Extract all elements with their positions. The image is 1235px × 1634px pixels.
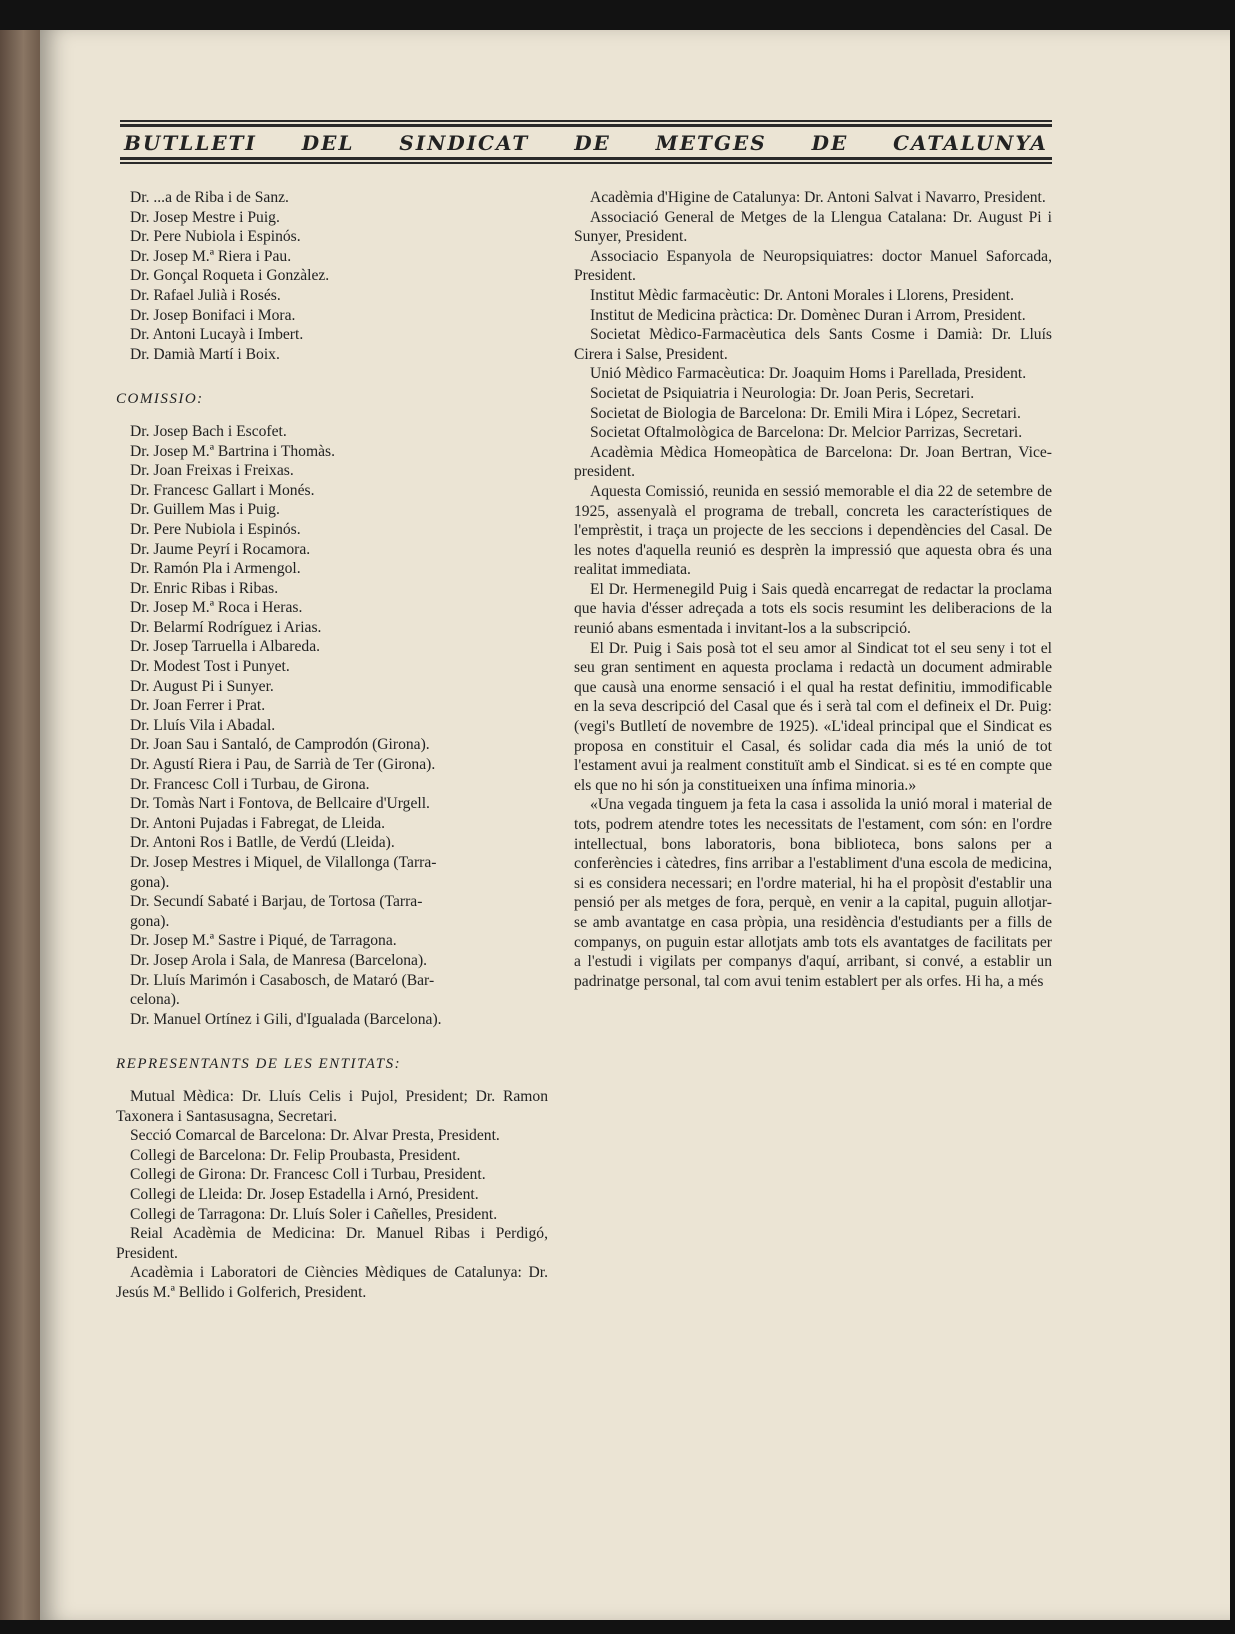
document-page [40, 30, 1230, 1620]
list-item: Dr. Josep Mestres i Miquel, de Vilallonga (Tarra- [130, 854, 437, 871]
section-heading-representants: REPRESENTANTS DE LES ENTITATS: [116, 1056, 402, 1073]
list-item: Societat de Psiquiatria i Neurologia: Dr. Joan Peris, Secretari. [590, 384, 975, 402]
comissio-list [116, 422, 548, 1029]
list-item: Dr. Belarmí Rodríguez i Arias. [130, 618, 322, 636]
body-paragraph: «Una vegada tinguem ja feta la casa i assolida la unió moral i material de tots, podrem atendre totes les necessitats de l'estament, com són: en l'ordre intellectual, bons laboratoris, bona biblioteca, bons salons per a conferències i càtedres, fins arribar a l'establiment d'una escola de medicina, si es considera necessari; en l'ordre material, hi ha el propòsit d'establir una pensió per als metges de fora, perquè, en venir a la capital, puguin allotjar-se amb avantatge en casa pròpia, una residència d'estudiants per a fills de companys, on puguin estar allotjats amb tots els avantatges de facilitats per a l'estudi i vigilats per companys d'aquí, arribant, si convé, a establir un padrinatge personal, tal com avui tenim establert per als orfes. Hi ha, a més [574, 796, 1052, 990]
entitats-list [574, 188, 1052, 482]
list-item: Dr. Tomàs Nart i Fontova, de Bellcaire d'Urgell. [130, 795, 430, 813]
list-item: Reial Acadèmia de Medicina: Dr. Manuel Ribas i Perdigó, President. [116, 1225, 548, 1262]
list-item: gona). [130, 873, 170, 891]
list-item: Dr. Modest Tost i Punyet. [130, 658, 290, 676]
list-item: Secció Comarcal de Barcelona: Dr. Alvar Presta, President. [130, 1127, 500, 1145]
list-item: Dr. Lluís Vila i Abadal. [130, 716, 276, 734]
list-item: Dr. Pere Nubiola i Espinós. [130, 228, 301, 246]
list-item: Dr. Rafael Julià i Rosés. [130, 286, 281, 304]
header-rule-bottom [120, 162, 1052, 164]
list-item: Collegi de Lleida: Dr. Josep Estadella i Arnó, President. [130, 1185, 479, 1203]
list-item: Collegi de Tarragona: Dr. Lluís Soler i Cañelles, President. [130, 1205, 498, 1223]
list-item: Collegi de Barcelona: Dr. Felip Proubasta, President. [130, 1146, 461, 1164]
list-item: Dr. August Pi i Sunyer. [130, 677, 274, 695]
list-item: Dr. Josep Tarruella i Albareda. [130, 638, 321, 656]
right-column [574, 188, 1052, 991]
list-item: Societat Oftalmològica de Barcelona: Dr. Melcior Parrizas, Secretari. [590, 424, 1023, 442]
list-item: Dr. Antoni Ros i Batlle, de Verdú (Lleida). [130, 834, 395, 852]
list-item: Unió Mèdico Farmacèutica: Dr. Joaquim Homs i Parellada, President. [590, 365, 1027, 383]
masthead-title [120, 129, 1052, 155]
header-rule-top-thick [120, 124, 1052, 127]
list-item: Dr. Jaume Peyrí i Rocamora. [130, 540, 311, 558]
left-column [116, 188, 548, 1302]
list-item: Dr. Joan Ferrer i Prat. [130, 697, 266, 715]
header-rule-bottom-thick [120, 157, 1052, 160]
list-item: Dr. Josep Bach i Escofet. [130, 422, 287, 440]
list-item: Dr. Manuel Ortínez i Gili, d'Igualada (Barcelona). [130, 1010, 442, 1028]
list-item: Dr. Francesc Gallart i Monés. [130, 481, 315, 499]
list-item: Dr. Guillem Mas i Puig. [130, 501, 280, 519]
list-item: Dr. Enric Ribas i Ribas. [130, 579, 279, 597]
list-item: Dr. Agustí Riera i Pau, de Sarrià de Ter (Girona). [130, 756, 436, 774]
list-item: Collegi de Girona: Dr. Francesc Coll i Turbau, President. [130, 1166, 486, 1184]
list-item: Acadèmia d'Higine de Catalunya: Dr. Antoni Salvat i Navarro, President. [590, 189, 1046, 206]
list-item: gona). [130, 912, 170, 930]
list-item: Acadèmia Mèdica Homeopàtica de Barcelona: Dr. Joan Bertran, Vice-president. [574, 443, 1052, 481]
list-item: Dr. Josep Arola i Sala, de Manresa (Barcelona). [130, 951, 428, 969]
masthead-word: DEL [301, 131, 355, 155]
body-paragraph: Aquesta Comissió, reunida en sessió memorable el dia 22 de setembre de 1925, assenyalà el programa de treball, concreta les característiques de l'emprèstit, i traça un projecte de les seccions i dependències del Casal. De les notes d'aquella reunió es desprèn la impressió que aquesta obra és una realitat immediata. [574, 482, 1052, 579]
body-paragraph: El Dr. Puig i Sais posà tot el seu amor al Sindicat tot el seu seny i tot el seu gran sentiment en aquesta proclama i redactà un document admirable que causà una enorme sensació i el qual ha restat definitiu, immodificable en la seva descripció del Casal que és i serà tal com el defineix el Dr. Puig: (vegi's Butlletí de novembre de 1925). «L'ideal principal que el Sindicat es proposa en constituir el Casal, és solidar cada dia més la unió de tot l'estament avui ja realment constituït amb el Sindicat. si es té en compte que els que no hi són ja constitueixen una ínfima minoria.» [574, 639, 1052, 794]
list-item: Dr. Gonçal Roqueta i Gonzàlez. [130, 267, 330, 285]
representants-list [116, 1087, 548, 1303]
list-item: Associació General de Metges de la Llengua Catalana: Dr. August Pi i Sunyer, President. [574, 208, 1052, 246]
list-item: Dr. Pere Nubiola i Espinós. [130, 520, 301, 538]
list-item: Dr. Damià Martí i Boix. [130, 345, 280, 363]
list-item: Dr. Josep M.ª Bartrina i Thomàs. [130, 442, 335, 460]
masthead-word: DE [574, 131, 611, 155]
list-item: Dr. Secundí Sabaté i Barjau, de Tortosa (Tarra- [130, 893, 423, 911]
list-item: Dr. Francesc Coll i Turbau, de Girona. [130, 775, 370, 793]
list-item: Institut Mèdic farmacèutic: Dr. Antoni Morales i Llorens, President. [590, 286, 1014, 304]
list-item: Dr. Joan Freixas i Freixas. [130, 462, 294, 480]
header-rule-top [120, 120, 1052, 122]
list-item: Dr. Ramón Pla i Armengol. [130, 560, 301, 578]
list-item: celona). [130, 991, 180, 1009]
list-item: Associacio Espanyola de Neuropsiquiatres: doctor Manuel Saforcada, President. [574, 247, 1052, 285]
masthead-word: CATALUNYA [893, 131, 1048, 155]
masthead-word: SINDICAT [399, 131, 530, 155]
masthead-word: METGES [655, 131, 767, 155]
list-item: Dr. Josep Bonifaci i Mora. [130, 306, 296, 324]
list-item: Societat Mèdico-Farmacèutica dels Sants Cosme i Damià: Dr. Lluís Cirera i Salse, President. [574, 326, 1052, 363]
members-list-top [116, 188, 548, 364]
masthead-header [120, 118, 1052, 166]
body-paragraph: El Dr. Hermenegild Puig i Sais quedà encarregat de redactar la proclama que havia d'ésser adreçada a tots els socis resumint les deliberacions de la reunió abans esmentada i invitant-los a la subscripció. [574, 580, 1052, 638]
list-item: Dr. Josep M.ª Sastre i Piqué, de Tarragona. [130, 932, 397, 950]
list-item: Dr. Josep M.ª Riera i Pau. [130, 247, 292, 265]
masthead-word: BUTLLETI [124, 131, 257, 155]
list-item: Dr. Antoni Pujadas i Fabregat, de Lleida. [130, 814, 386, 832]
list-item: Dr. Antoni Lucayà i Imbert. [130, 326, 304, 344]
list-item: Dr. Josep M.ª Roca i Heras. [130, 599, 303, 617]
section-heading-comissio: COMISSIO: [116, 391, 204, 408]
list-item: Dr. ...a de Riba i de Sanz. [130, 189, 289, 206]
list-item: Dr. Josep Mestre i Puig. [130, 208, 280, 226]
masthead-word: DE [811, 131, 849, 155]
list-item: Societat de Biologia de Barcelona: Dr. Emili Mira i López, Secretari. [590, 404, 1021, 422]
list-item: Dr. Lluís Marimón i Casabosch, de Mataró (Bar- [130, 971, 435, 989]
list-item: Institut de Medicina pràctica: Dr. Domènec Duran i Arrom, President. [590, 306, 1026, 324]
list-item: Dr. Joan Sau i Santaló, de Camprodón (Girona). [130, 736, 430, 754]
list-item: Mutual Mèdica: Dr. Lluís Celis i Pujol, President; Dr. Ramon Taxonera i Santasusagna, Secretari. [116, 1087, 548, 1125]
list-item: Acadèmia i Laboratori de Ciències Mèdiques de Catalunya: Dr. Jesús M.ª Bellido i Golferich, President. [116, 1264, 548, 1301]
